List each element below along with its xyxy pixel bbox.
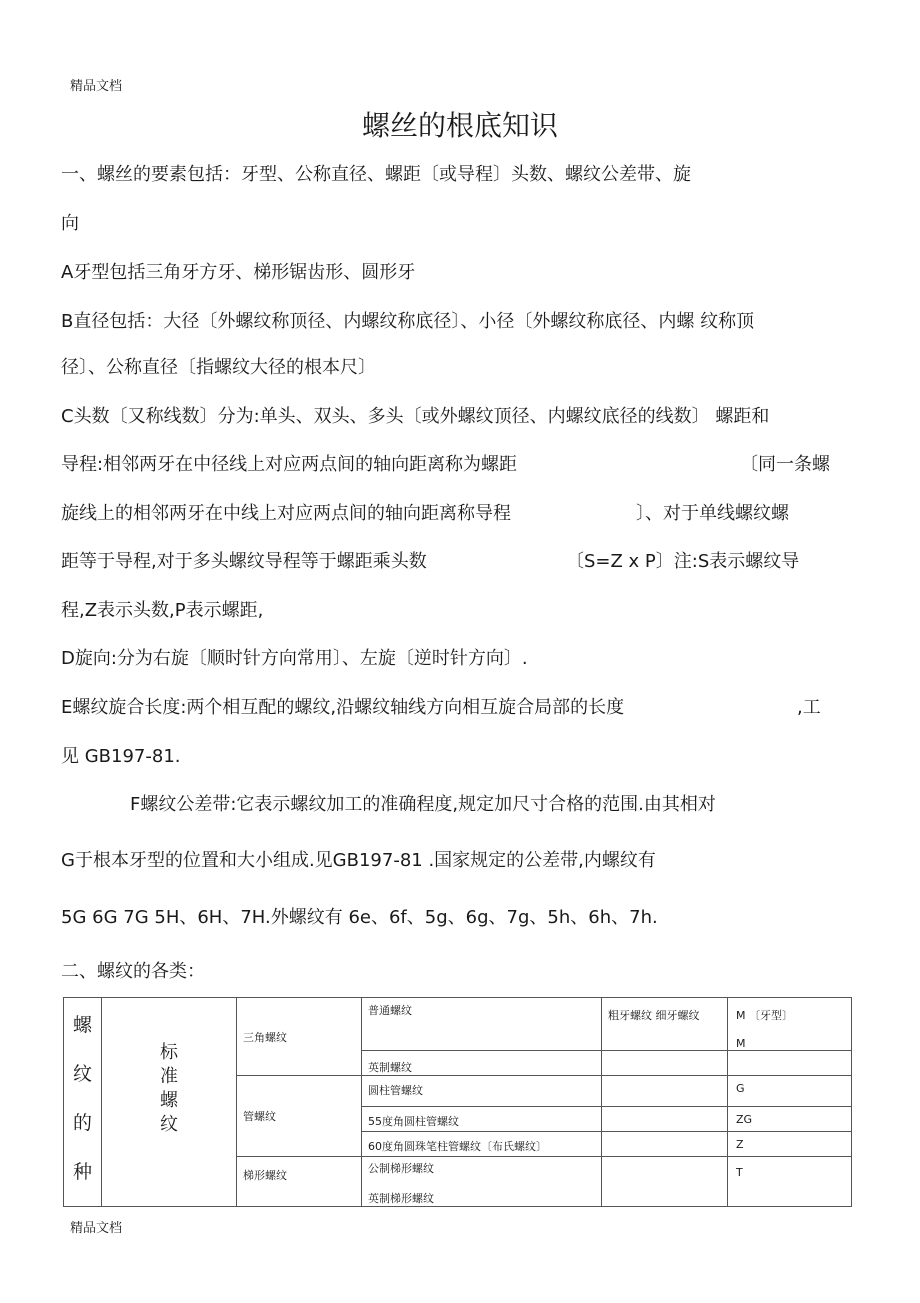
text-line: G于根本牙型的位置和大小组成.见GB197-81 .国家规定的公差带,内螺纹有 — [61, 850, 656, 871]
text-line: 旋线上的相邻两牙在中线上对应两点间的轴向距离称导程 — [61, 503, 511, 524]
thread-code-cell — [728, 998, 852, 1051]
standard-char: 纹 — [160, 1114, 178, 1135]
thread-code: Z — [728, 1132, 852, 1157]
text-line: D旋向:分为右旋〔顺时针方向常用〕、左旋〔逆时针方向〕. — [61, 648, 528, 669]
text-line: 〔同一条螺 — [740, 454, 830, 475]
text-line: B直径包括：大径〔外螺纹称顶径、内螺纹称底径〕、小径〔外螺纹称底径、内螺 纹称顶 — [61, 311, 755, 332]
standard-char: 准 — [160, 1066, 178, 1087]
thread-name: 普通螺纹 — [362, 998, 602, 1051]
text-line: 程,Z表示头数,P表示螺距, — [61, 600, 264, 621]
page-footer: 精品文档 — [70, 1221, 123, 1236]
standard-char: 标 — [160, 1042, 178, 1063]
page-title: 螺丝的根底知识 — [361, 109, 558, 142]
thread-name: 圆柱管螺纹 — [362, 1076, 602, 1107]
standard-cell — [102, 998, 237, 1207]
thread-name: 英制梯形螺纹 — [368, 1192, 434, 1205]
text-line: ,工 — [797, 697, 821, 718]
thread-types-table — [63, 997, 852, 1207]
thread-sub: 粗牙螺纹 细牙螺纹 — [602, 998, 728, 1051]
text-line: 5G 6G 7G 5H、6H、7H.外螺纹有 6e、6f、5g、6g、7g、5h、6h、7h. — [61, 907, 658, 928]
group-cell: 三角螺纹 — [237, 998, 362, 1076]
text-line: 向 — [61, 213, 79, 234]
text-line: F螺纹公差带:它表示螺纹加工的准确程度,规定加尺寸合格的范围.由其相对 — [130, 794, 716, 815]
thread-sub — [602, 1051, 728, 1076]
thread-name: 55度角圆柱管螺纹 — [362, 1107, 602, 1132]
text-line: 〔S=Z x P〕注:S表示螺纹导 — [566, 551, 800, 572]
thread-name: 公制梯形螺纹 — [368, 1162, 434, 1175]
category-char: 种 — [72, 1161, 92, 1183]
standard-char: 螺 — [160, 1090, 178, 1111]
thread-code: ZG — [728, 1107, 852, 1132]
text-line: 径〕、公称直径〔指螺纹大径的根本尺〕 — [61, 357, 376, 378]
category-cell — [64, 998, 102, 1207]
text-line: 二、螺纹的各类： — [61, 961, 205, 982]
category-char: 螺 — [72, 1014, 92, 1036]
text-line: 距等于导程,对于多头螺纹导程等于螺距乘头数 — [61, 551, 427, 572]
group-cell: 管螺纹 — [237, 1076, 362, 1157]
text-line: 一、螺丝的要素包括：牙型、公称直径、螺距〔或导程〕头数、螺纹公差带、旋 — [61, 164, 691, 185]
category-char: 纹 — [72, 1063, 92, 1085]
text-line: E螺纹旋合长度:两个相互配的螺纹,沿螺纹轴线方向相互旋合局部的长度 — [61, 697, 625, 718]
text-line: C头数〔又称线数〕分为:单头、双头、多头〔或外螺纹顶径、内螺纹底径的线数〕 螺距和 — [61, 406, 770, 427]
thread-sub — [602, 1132, 728, 1157]
category-char: 的 — [72, 1112, 92, 1134]
page-header: 精品文档 — [70, 79, 123, 94]
thread-sub — [602, 1157, 728, 1207]
group-cell: 梯形螺纹 — [237, 1157, 362, 1207]
thread-code: M 〔牙型〕 — [736, 1009, 793, 1022]
thread-code: G — [728, 1076, 852, 1107]
text-line: A牙型包括三角牙方牙、梯形锯齿形、圆形牙 — [61, 262, 416, 283]
thread-code: T — [728, 1157, 852, 1207]
thread-code — [728, 1051, 852, 1076]
text-line: 见 GB197-81. — [61, 746, 181, 767]
thread-sub — [602, 1076, 728, 1107]
thread-name-cell — [362, 1157, 602, 1207]
text-line: 导程:相邻两牙在中径线上对应两点间的轴向距离称为螺距 — [61, 454, 518, 475]
thread-code: M — [736, 1037, 746, 1050]
thread-sub — [602, 1107, 728, 1132]
text-line: 〕、对于单线螺纹螺 — [636, 503, 789, 524]
thread-name: 英制螺纹 — [362, 1051, 602, 1076]
thread-name: 60度角圆珠笔柱管螺纹〔布氏螺纹〕 — [362, 1132, 602, 1157]
